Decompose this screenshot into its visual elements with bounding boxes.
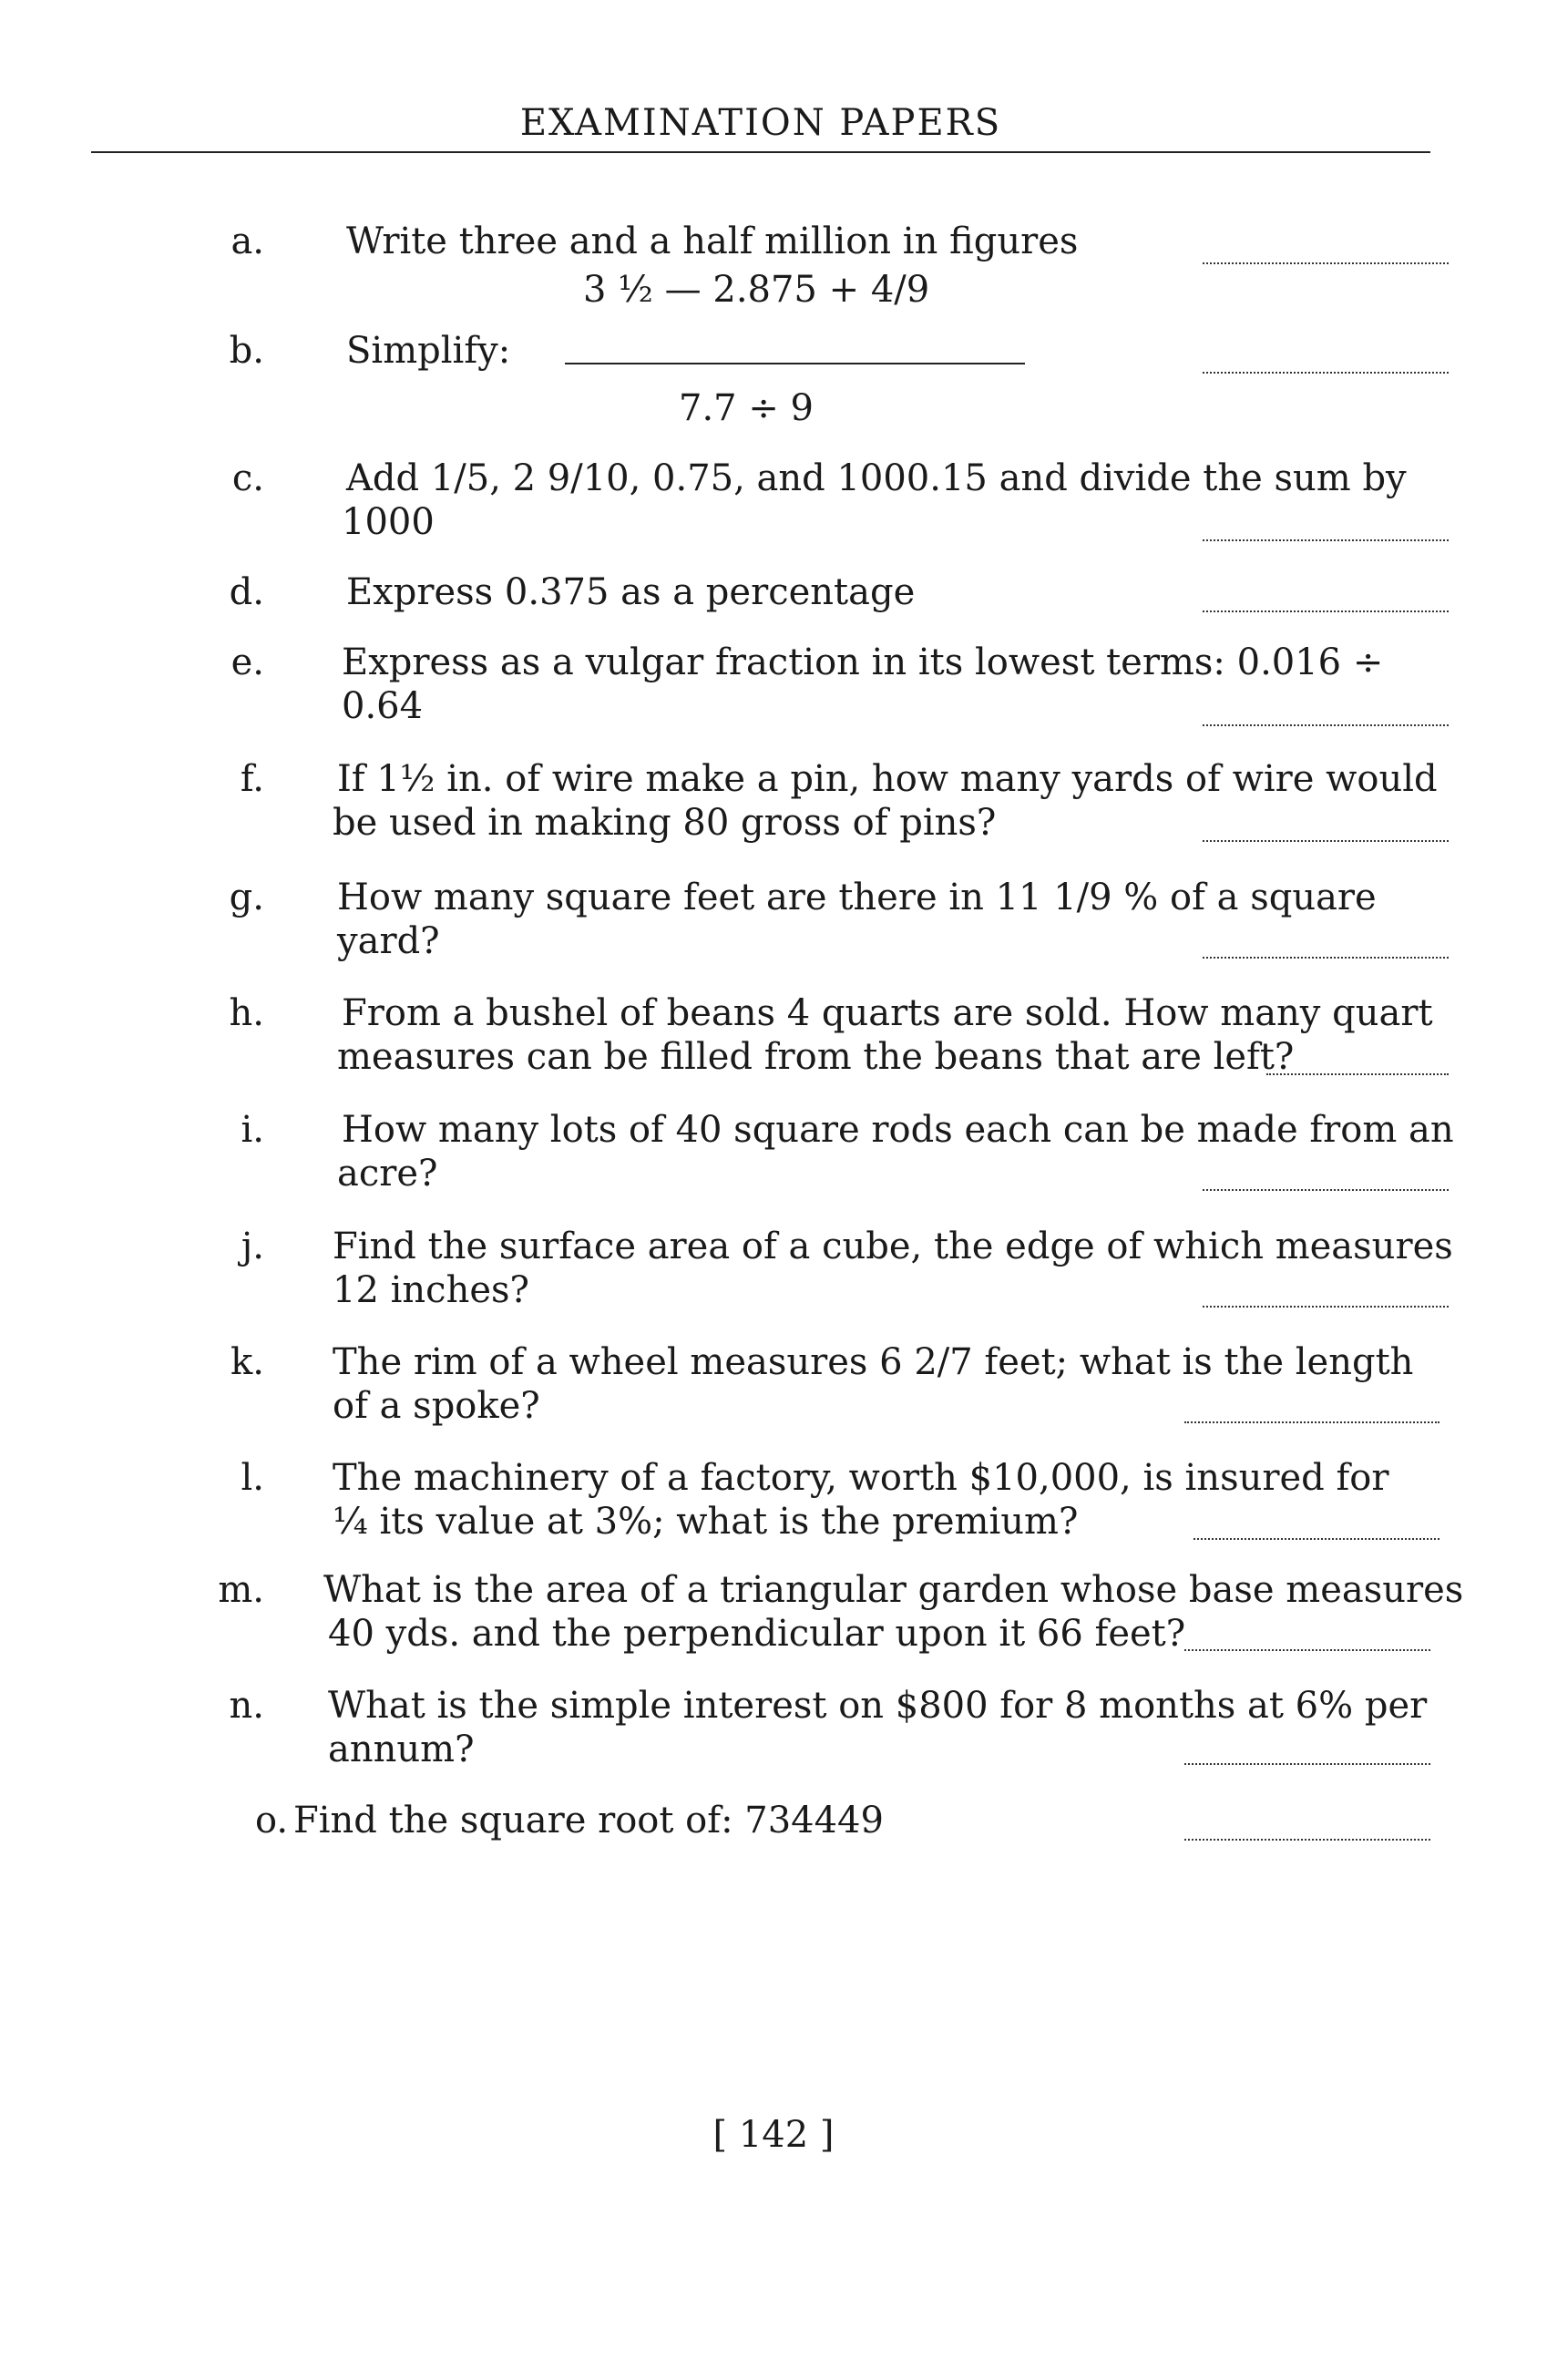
question-text-cont: annum?: [328, 1729, 475, 1770]
answer-blank-h[interactable]: [1266, 1073, 1449, 1075]
question-label: n.: [229, 1685, 264, 1727]
question-text: What is the simple interest on $800 for 8 months at 6% per: [328, 1685, 1428, 1727]
question-text: Find the square root of: 734449: [293, 1800, 884, 1841]
question-label: a.: [231, 221, 264, 262]
question-label: h.: [229, 992, 264, 1034]
fraction-denominator: 7.7 ÷ 9: [679, 387, 814, 429]
question-text: Simplify:: [346, 330, 511, 372]
question-text: Add 1/5, 2 9/10, 0.75, and 1000.15 and divide the sum by: [346, 457, 1407, 499]
fraction-numerator: 3 ½ — 2.875 + 4/9: [583, 269, 930, 311]
question-text: Write three and a half million in figures: [346, 221, 1079, 262]
question-text-cont: ¼ its value at 3%; what is the premium?: [333, 1501, 1079, 1543]
question-text: The machinery of a factory, worth $10,000, is insured for: [333, 1457, 1389, 1499]
question-label: c.: [231, 457, 264, 499]
question-text-cont: measures can be filled from the beans that are left?: [337, 1036, 1295, 1078]
question-text: Express as a vulgar fraction in its lowest terms: 0.016 ÷: [342, 641, 1384, 683]
question-text: The rim of a wheel measures 6 2/7 feet; what is the length: [333, 1341, 1414, 1383]
question-text: Express 0.375 as a percentage: [346, 571, 916, 613]
question-text-cont: 40 yds. and the perpendicular upon it 66 feet?: [328, 1613, 1186, 1655]
answer-blank-c[interactable]: [1203, 539, 1449, 541]
question-label: e.: [231, 641, 264, 683]
page-number: [ 142 ]: [712, 2114, 835, 2156]
question-label: o.: [255, 1800, 289, 1841]
answer-blank-i[interactable]: [1203, 1189, 1449, 1191]
answer-blank-o[interactable]: [1184, 1839, 1430, 1841]
answer-blank-e[interactable]: [1203, 724, 1449, 726]
question-text: If 1½ in. of wire make a pin, how many yards of wire would: [337, 758, 1438, 800]
question-text: How many lots of 40 square rods each can be made from an: [342, 1109, 1454, 1151]
question-text-cont: be used in making 80 gross of pins?: [333, 802, 997, 844]
question-label: k.: [231, 1341, 264, 1383]
question-text-cont: of a spoke?: [333, 1385, 540, 1427]
question-text: How many square feet are there in 11 1/9 % of a square: [337, 877, 1377, 918]
header-divider: [91, 151, 1430, 153]
question-text: From a bushel of beans 4 quarts are sold. How many quart: [342, 992, 1433, 1034]
question-text-cont: 12 inches?: [333, 1269, 529, 1311]
question-label: b.: [229, 330, 264, 372]
answer-blank-d[interactable]: [1203, 610, 1449, 612]
question-label: i.: [241, 1109, 264, 1151]
question-text-cont: yard?: [337, 920, 440, 962]
answer-blank-m[interactable]: [1184, 1649, 1430, 1651]
question-label: l.: [241, 1457, 264, 1499]
question-text-cont: 0.64: [342, 685, 424, 727]
question-label: d.: [229, 571, 264, 613]
question-label: f.: [240, 758, 264, 800]
answer-blank-b[interactable]: [1203, 372, 1449, 374]
answer-blank-k[interactable]: [1184, 1421, 1439, 1423]
question-label: m.: [218, 1569, 264, 1611]
question-text: What is the area of a triangular garden whose base measures: [323, 1569, 1464, 1611]
question-text: Find the surface area of a cube, the edge of which measures: [333, 1226, 1453, 1267]
question-text-cont: acre?: [337, 1153, 438, 1195]
question-text-cont: 1000: [342, 501, 435, 543]
answer-blank-j[interactable]: [1203, 1306, 1449, 1308]
answer-blank-a[interactable]: [1203, 262, 1449, 264]
answer-blank-l[interactable]: [1194, 1538, 1439, 1540]
answer-blank-g[interactable]: [1203, 957, 1449, 959]
answer-blank-n[interactable]: [1184, 1763, 1430, 1765]
question-label: j.: [241, 1226, 264, 1267]
page-title: EXAMINATION PAPERS: [519, 102, 1002, 144]
fraction-bar: [565, 363, 1025, 364]
answer-blank-f[interactable]: [1203, 840, 1449, 842]
question-label: g.: [229, 877, 264, 918]
